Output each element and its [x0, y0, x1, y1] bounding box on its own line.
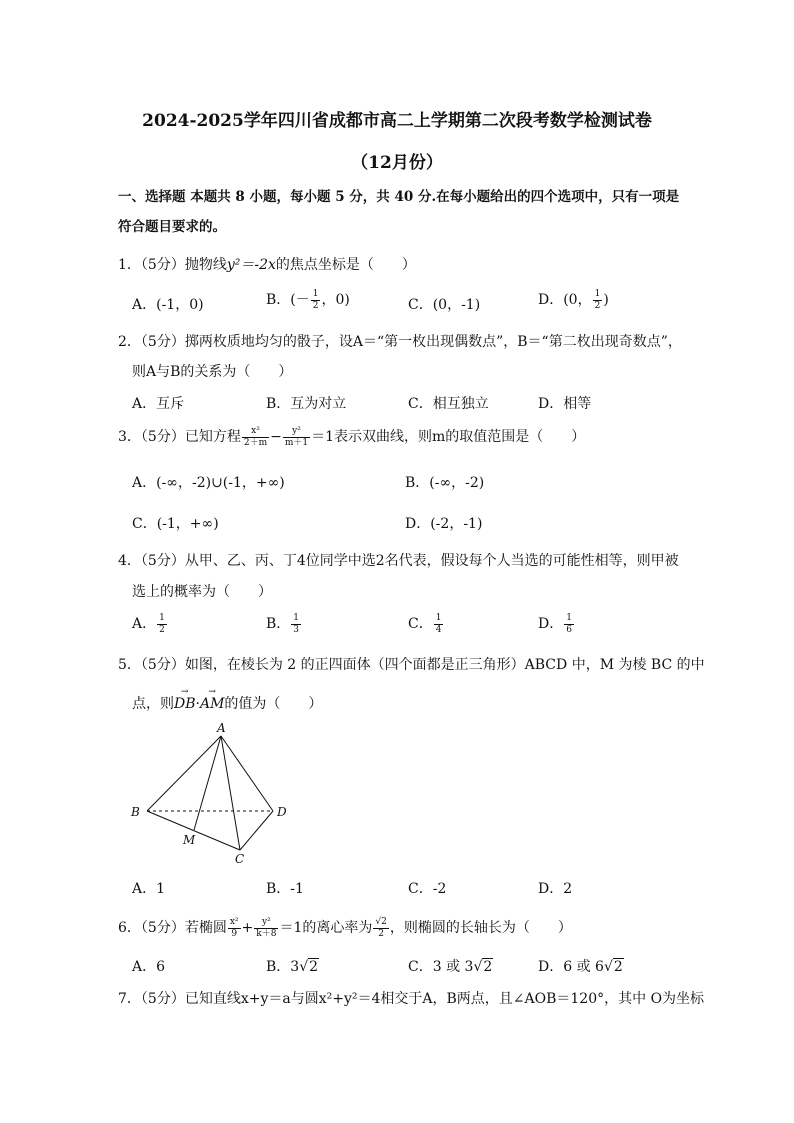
radicand: 2 — [309, 959, 319, 975]
fraction-denominator: 4 — [435, 624, 442, 635]
vector-am: → AM — [200, 696, 224, 712]
option-c: C．(-1，+∞) — [132, 516, 219, 532]
question-score: （5分） — [140, 553, 185, 569]
option-b — [266, 613, 302, 635]
fraction-denominator: k＋8 — [256, 928, 277, 939]
fraction — [564, 614, 574, 635]
question-score: （5分） — [140, 657, 185, 673]
option-label: C．3 或 3 — [408, 959, 474, 975]
question-4-cont: 选上的概率为（ ） — [132, 584, 272, 600]
dot-operator: · — [195, 696, 200, 712]
radicand: 2 — [483, 959, 493, 975]
option-label: B．3 — [266, 959, 300, 975]
option-b: B．(-∞，-2) — [405, 475, 485, 491]
option-label: B．(－ — [266, 292, 310, 308]
exam-title: 2024-2025学年四川省成都市高二上学期第二次段考数学检测试卷 — [142, 111, 652, 131]
fraction-denominator: 6 — [566, 624, 572, 635]
option-c: C．-2 — [408, 881, 447, 897]
fraction-numerator: 1 — [159, 612, 165, 623]
equation-tail: ＝1 — [311, 429, 335, 445]
option-label: D． — [538, 616, 564, 632]
vector-db: → DB — [174, 696, 196, 712]
fraction-denominator: 3 — [293, 624, 300, 635]
edge-ac — [221, 736, 240, 850]
option-b: B．-1 — [266, 881, 304, 897]
question-score: （5分） — [140, 920, 185, 936]
question-text: 掷两枚质地均匀的骰子，设A＝“第一枚出现偶数点”，B＝“第二枚出现奇数点”， — [184, 334, 682, 350]
question-7 — [118, 988, 704, 1008]
fraction-denominator: 2 — [378, 928, 384, 939]
fraction — [311, 290, 321, 311]
fraction-numerator: x² — [229, 916, 239, 927]
question-text: 点，则 — [132, 696, 174, 712]
question-number: 3． — [118, 429, 141, 445]
fraction-numerator: 1 — [594, 288, 601, 299]
fraction — [593, 290, 603, 311]
section-heading-cont: 符合题目要求的。 — [118, 219, 226, 235]
fraction-denominator: m＋1 — [284, 437, 309, 448]
label-d: D — [277, 805, 287, 819]
radicand: 2 — [613, 959, 623, 975]
fraction — [254, 918, 278, 939]
question-text: ，则椭圆的长轴长为（ ） — [389, 920, 572, 936]
square-root: √2 — [473, 959, 493, 975]
fraction-numerator: y² — [283, 427, 310, 438]
fraction — [291, 614, 301, 635]
exam-subtitle: （12月份） — [351, 153, 443, 173]
option-d: D．2 — [538, 881, 573, 897]
question-number: 2． — [118, 334, 141, 350]
question-5-cont — [132, 693, 322, 713]
question-text: 已知直线x+y＝a与圆x²+y²＝4相交于A，B两点，且∠AOB＝120°，其中 O为坐标 — [184, 991, 705, 1007]
option-a: A．(-∞，-2)∪(-1，+∞) — [132, 475, 285, 491]
question-6 — [118, 917, 572, 939]
option-a: A．(-1，0) — [132, 297, 204, 313]
option-a: A．6 — [132, 959, 166, 975]
question-score: （5分） — [140, 257, 185, 273]
option-a: A．互斥 — [132, 396, 185, 412]
fraction-numerator: 1 — [435, 612, 442, 623]
label-c: C — [235, 852, 245, 866]
question-number: 1． — [118, 257, 141, 273]
fraction-numerator: 1 — [566, 612, 572, 623]
fraction-denominator: 9 — [231, 928, 238, 939]
edge-ad — [221, 736, 273, 811]
fraction-denominator: 2＋m — [243, 437, 268, 448]
fraction-denominator: 2 — [159, 624, 165, 635]
equation: y²＝-2x — [226, 257, 276, 273]
question-text: 表示双曲线，则m的取值范围是（ ） — [334, 429, 586, 445]
question-text: 已知方程 — [184, 429, 241, 445]
label-a: A — [217, 721, 226, 735]
question-number: 5． — [118, 657, 141, 673]
question-2-cont: 则A与B的关系为（ ） — [132, 364, 293, 380]
option-c: C．(0，-1) — [408, 297, 481, 313]
fraction-numerator: y² — [254, 918, 278, 929]
question-score: （5分） — [140, 991, 185, 1007]
option-d — [538, 289, 609, 311]
fraction-denominator: 2 — [594, 300, 601, 311]
option-d — [538, 613, 575, 635]
question-1 — [118, 254, 416, 274]
option-tail: ，0) — [321, 292, 350, 308]
option-label: A． — [132, 616, 157, 632]
square-root: √2 — [603, 959, 623, 975]
question-number: 7． — [118, 991, 141, 1007]
question-text: 的离心率为 — [302, 920, 373, 936]
option-c — [408, 613, 444, 635]
fraction-numerator: 1 — [293, 612, 300, 623]
question-2 — [118, 331, 682, 351]
question-text: 若椭圆 — [184, 920, 227, 936]
fraction-denominator: 2 — [312, 300, 319, 311]
option-d: D．相等 — [538, 396, 592, 412]
fraction-numerator: x² — [242, 427, 269, 438]
option-d — [538, 956, 624, 976]
question-number: 4． — [118, 553, 141, 569]
option-b — [266, 956, 319, 976]
option-b: B．互为对立 — [266, 396, 347, 412]
fraction — [242, 427, 269, 448]
section-heading: 一、选择题 本题共 8 小题，每小题 5 分，共 40 分.在每小题给出的四个选项中，只有一项是 — [118, 189, 680, 205]
fraction-numerator: 1 — [312, 288, 319, 299]
question-score: （5分） — [140, 429, 185, 445]
option-a — [132, 613, 168, 635]
question-score: （5分） — [140, 334, 185, 350]
question-text: 从甲、乙、丙、丁4位同学中选2名代表，假设每个人当选的可能性相等，则甲被 — [184, 553, 679, 569]
option-label: C． — [408, 616, 433, 632]
fraction — [228, 918, 241, 939]
question-text: 的值为（ ） — [224, 696, 323, 712]
option-label: D．(0， — [538, 292, 592, 308]
fraction — [373, 918, 388, 939]
square-root: √2 — [299, 959, 319, 975]
tetrahedron-figure — [125, 718, 295, 866]
question-4 — [118, 550, 679, 570]
option-c: C．相互独立 — [408, 396, 489, 412]
question-text: 如图，在棱长为 2 的正四面体（四个面都是正三角形）ABCD 中，M 为棱 BC 的中 — [184, 657, 705, 673]
operator: − — [270, 429, 282, 445]
question-5 — [118, 654, 705, 674]
fraction — [434, 614, 444, 635]
option-c — [408, 956, 493, 976]
option-a: A．1 — [132, 881, 166, 897]
question-text: 的焦点坐标是（ ） — [275, 257, 416, 273]
option-d: D．(-2，-1) — [405, 516, 483, 532]
fraction — [283, 427, 310, 448]
option-b — [266, 289, 350, 311]
equation-tail: ＝1 — [279, 920, 303, 936]
label-m: M — [183, 833, 196, 847]
fraction-numerator: √2 — [375, 916, 387, 927]
label-b: B — [131, 805, 140, 819]
option-tail: ) — [603, 292, 609, 308]
operator: + — [241, 920, 254, 936]
option-label: D．6 或 6 — [538, 959, 604, 975]
question-3 — [118, 426, 585, 448]
option-label: B． — [266, 616, 291, 632]
fraction — [157, 614, 167, 635]
question-number: 6． — [118, 920, 141, 936]
question-text: 抛物线 — [184, 257, 227, 273]
edge-cd — [240, 811, 273, 850]
